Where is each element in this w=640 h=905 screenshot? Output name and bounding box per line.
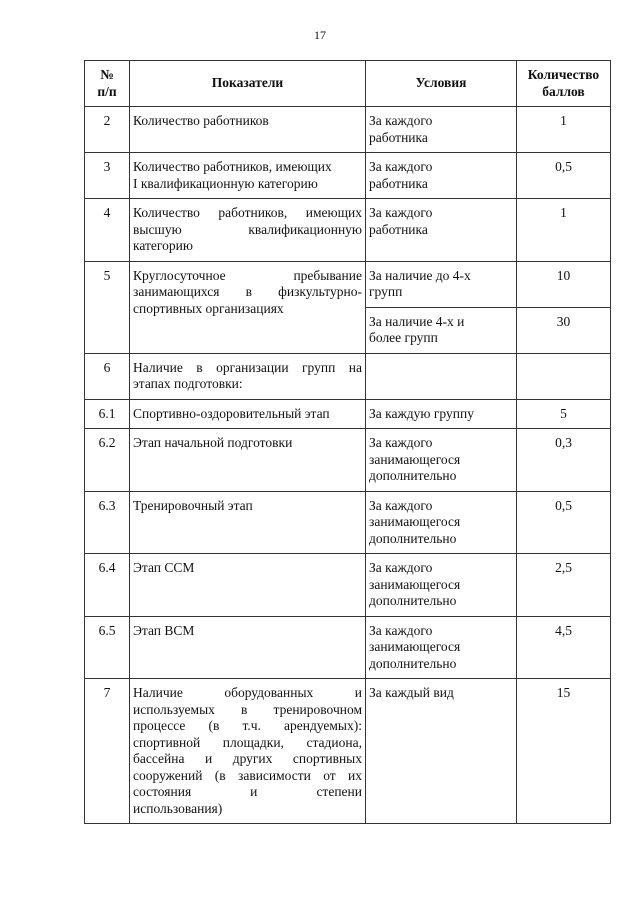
scoring-table bbox=[84, 60, 611, 824]
row-points: 1 bbox=[517, 199, 611, 262]
row-number: 6.3 bbox=[85, 491, 130, 554]
cell-line: занимающихся в физкультурно- bbox=[133, 284, 362, 299]
row-condition bbox=[366, 353, 517, 399]
row-condition bbox=[366, 491, 517, 554]
row-number: 6 bbox=[85, 353, 130, 399]
page-number: 17 bbox=[314, 28, 326, 42]
table-row bbox=[85, 199, 611, 262]
cell-line: Круглосуточное пребывание bbox=[133, 267, 362, 283]
row-condition bbox=[366, 153, 517, 199]
header-points-line: Количество bbox=[527, 67, 600, 82]
row-indicator bbox=[130, 153, 366, 199]
row-indicator bbox=[130, 199, 366, 262]
row-points: 0,5 bbox=[517, 491, 611, 554]
row-points: 4,5 bbox=[517, 616, 611, 679]
cell-line: работника bbox=[369, 221, 428, 237]
cell-line: сооружений (в зависимости от их bbox=[133, 767, 362, 783]
cell-line: Количество работников, имеющих bbox=[133, 205, 362, 220]
cell-line: используемых в тренировочном bbox=[133, 701, 362, 717]
header-number bbox=[85, 61, 130, 107]
cell-line: За наличие 4-х и bbox=[369, 313, 465, 329]
table-row bbox=[85, 353, 611, 399]
row-number: 6.2 bbox=[85, 429, 130, 492]
cell-line: категорию bbox=[133, 238, 193, 253]
row-points: 30 bbox=[517, 307, 611, 353]
cell-line: занимающегося bbox=[369, 576, 461, 592]
cell-line: высшую квалификационную bbox=[133, 221, 362, 237]
cell-line: процессе (в т.ч. арендуемых): bbox=[133, 718, 362, 733]
cell-line: дополнительно bbox=[369, 655, 457, 671]
cell-line: За каждую группу bbox=[369, 405, 474, 421]
row-points: 2,5 bbox=[517, 554, 611, 617]
header-number-line: № bbox=[100, 67, 114, 82]
row-indicator bbox=[130, 554, 366, 617]
cell-line: работника bbox=[369, 129, 428, 145]
cell-line: Этап ССМ bbox=[133, 560, 195, 575]
row-points: 10 bbox=[517, 261, 611, 307]
cell-line: Этап ВСМ bbox=[133, 622, 195, 638]
table-row bbox=[85, 261, 611, 307]
table-row bbox=[85, 399, 611, 429]
cell-line: За каждого bbox=[369, 113, 433, 128]
cell-line: Наличие оборудованных и bbox=[133, 685, 362, 700]
header-points bbox=[517, 61, 611, 107]
cell-line: групп bbox=[369, 284, 403, 299]
row-condition bbox=[366, 429, 517, 492]
row-condition bbox=[366, 399, 517, 429]
row-number: 2 bbox=[85, 107, 130, 153]
row-indicator bbox=[130, 491, 366, 554]
cell-line: Этап начальной подготовки bbox=[133, 435, 293, 450]
row-points bbox=[517, 353, 611, 399]
row-indicator bbox=[130, 353, 366, 399]
row-number: 6.5 bbox=[85, 616, 130, 679]
row-condition bbox=[366, 307, 517, 353]
cell-line: работника bbox=[369, 175, 428, 191]
table-row bbox=[85, 554, 611, 617]
table-row bbox=[85, 491, 611, 554]
table-row bbox=[85, 616, 611, 679]
row-number: 5 bbox=[85, 261, 130, 353]
cell-line: занимающегося bbox=[369, 514, 461, 529]
cell-line: дополнительно bbox=[369, 468, 457, 483]
cell-line: бассейна и других спортивных bbox=[133, 751, 362, 766]
cell-line: За каждого bbox=[369, 159, 433, 174]
table-row bbox=[85, 679, 611, 824]
cell-line: Спортивно-оздоровительный этап bbox=[133, 405, 330, 421]
cell-line: дополнительно bbox=[369, 593, 457, 608]
cell-line: За наличие до 4-х bbox=[369, 267, 471, 283]
row-condition bbox=[366, 107, 517, 153]
header-conditions: Условия bbox=[366, 61, 517, 107]
row-indicator bbox=[130, 616, 366, 679]
cell-line: За каждого bbox=[369, 435, 433, 450]
row-number: 6.1 bbox=[85, 399, 130, 429]
header-number-line: п/п bbox=[97, 83, 117, 99]
row-indicator bbox=[130, 679, 366, 824]
cell-line: Количество работников bbox=[133, 113, 269, 128]
row-condition bbox=[366, 616, 517, 679]
row-condition bbox=[366, 679, 517, 824]
row-number: 3 bbox=[85, 153, 130, 199]
row-condition bbox=[366, 261, 517, 307]
row-points: 0,5 bbox=[517, 153, 611, 199]
cell-line: За каждого bbox=[369, 497, 433, 513]
cell-line: За каждого bbox=[369, 622, 433, 638]
cell-line: За каждого bbox=[369, 205, 433, 220]
row-indicator bbox=[130, 399, 366, 429]
table-header-row bbox=[85, 61, 611, 107]
cell-line: занимающегося bbox=[369, 639, 461, 654]
cell-line: Наличие в организации групп на bbox=[133, 359, 362, 375]
header-indicators: Показатели bbox=[130, 61, 366, 107]
row-indicator bbox=[130, 429, 366, 492]
row-number: 4 bbox=[85, 199, 130, 262]
row-number: 6.4 bbox=[85, 554, 130, 617]
row-condition bbox=[366, 199, 517, 262]
cell-line: более групп bbox=[369, 330, 438, 345]
table-row bbox=[85, 107, 611, 153]
header-points-line: баллов bbox=[542, 83, 585, 99]
cell-line: спортивных организациях bbox=[133, 300, 284, 316]
cell-line: занимающегося bbox=[369, 451, 461, 467]
cell-line: состояния и степени bbox=[133, 784, 362, 799]
row-condition bbox=[366, 554, 517, 617]
cell-line: спортивной площадки, стадиона, bbox=[133, 734, 362, 750]
row-points: 1 bbox=[517, 107, 611, 153]
cell-line: За каждого bbox=[369, 560, 433, 575]
cell-line: I квалификационную категорию bbox=[133, 175, 318, 191]
row-indicator bbox=[130, 107, 366, 153]
cell-line: использования) bbox=[133, 800, 223, 816]
table-row bbox=[85, 153, 611, 199]
row-indicator bbox=[130, 261, 366, 353]
row-number: 7 bbox=[85, 679, 130, 824]
cell-line: Количество работников, имеющих bbox=[133, 159, 332, 174]
row-points: 5 bbox=[517, 399, 611, 429]
cell-line: За каждый вид bbox=[369, 685, 454, 700]
cell-line: этапах подготовки: bbox=[133, 376, 243, 391]
table-row bbox=[85, 429, 611, 492]
row-points: 15 bbox=[517, 679, 611, 824]
row-points: 0,3 bbox=[517, 429, 611, 492]
cell-line: Тренировочный этап bbox=[133, 497, 253, 513]
cell-line: дополнительно bbox=[369, 530, 457, 546]
